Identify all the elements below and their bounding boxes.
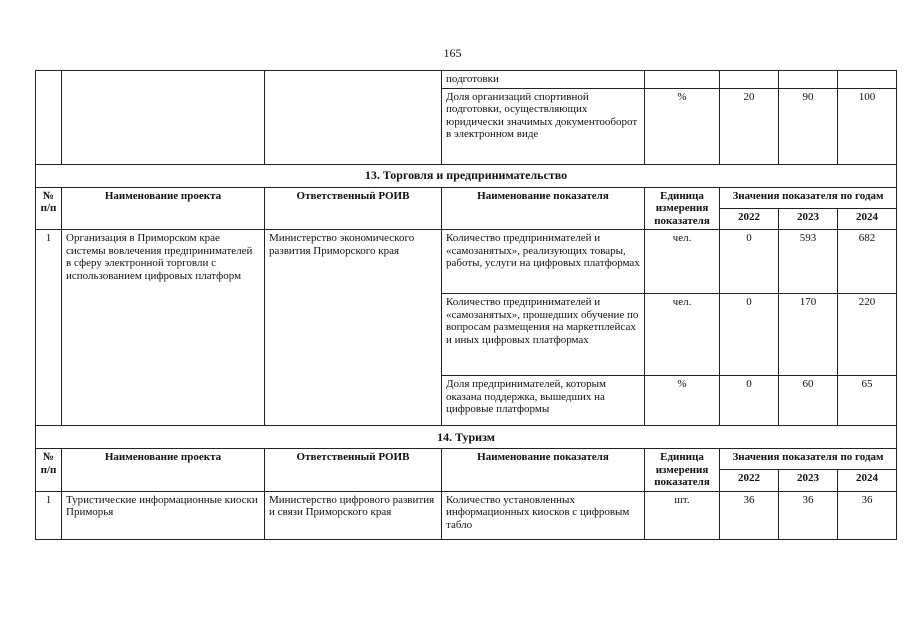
section-title: 14. Туризм bbox=[36, 426, 897, 449]
indicators-table bbox=[35, 70, 897, 540]
project-cell: Туристические информационные киоски Приморья bbox=[62, 491, 265, 539]
unit-cell: % bbox=[645, 376, 720, 426]
indicator-cell: Количество установленных информационных киосков с цифровым табло bbox=[442, 491, 645, 539]
year-2024-header: 2024 bbox=[838, 208, 897, 229]
col-values-header: Значения показателя по годам bbox=[720, 187, 897, 208]
header-row bbox=[36, 187, 897, 208]
value-2023: 90 bbox=[779, 88, 838, 164]
table-row bbox=[36, 71, 897, 89]
year-2022-header: 2022 bbox=[720, 470, 779, 491]
value-2022: 36 bbox=[720, 491, 779, 539]
roiv-cell: Министерство экономического развития Приморского края bbox=[265, 230, 442, 426]
col-indicator-header: Наименование показателя bbox=[442, 449, 645, 492]
year-2023-header: 2023 bbox=[779, 470, 838, 491]
indicator-cell: Количество предпринимателей и «самозанятых», реализующих товары, работы, услуги на цифровых платформах bbox=[442, 230, 645, 294]
value-2023: 60 bbox=[779, 376, 838, 426]
col-values-header: Значения показателя по годам bbox=[720, 449, 897, 470]
page-number: 165 bbox=[443, 46, 462, 60]
unit-cell: чел. bbox=[645, 294, 720, 376]
value-2023: 36 bbox=[779, 491, 838, 539]
col-roiv-header: Ответственный РОИВ bbox=[265, 449, 442, 492]
project-cell bbox=[62, 71, 265, 165]
indicator-cell: Доля предпринимателей, которым оказана поддержка, вышедших на цифровые платформы bbox=[442, 376, 645, 426]
section-title: 13. Торговля и предпринимательство bbox=[36, 164, 897, 187]
project-cell: Организация в Приморском крае системы вовлечения предпринимателей в сферу электронной торговли с использованием цифровых платформ bbox=[62, 230, 265, 426]
table-row bbox=[36, 230, 897, 294]
col-num-header: № п/п bbox=[36, 449, 62, 492]
value-2022: 0 bbox=[720, 294, 779, 376]
value-2024: 100 bbox=[838, 88, 897, 164]
value-2024: 36 bbox=[838, 491, 897, 539]
value-2023: 593 bbox=[779, 230, 838, 294]
unit-cell bbox=[645, 71, 720, 89]
unit-cell: % bbox=[645, 88, 720, 164]
col-unit-header: Единица измерения показателя bbox=[645, 187, 720, 230]
indicator-cell: Количество предпринимателей и «самозанятых», прошедших обучение по вопросам размещения на маркетплейсах и иных цифровых платформах bbox=[442, 294, 645, 376]
value-2022: 0 bbox=[720, 376, 779, 426]
num-cell: 1 bbox=[36, 230, 62, 426]
value-2024: 65 bbox=[838, 376, 897, 426]
year-2023-header: 2023 bbox=[779, 208, 838, 229]
value-2024: 682 bbox=[838, 230, 897, 294]
unit-cell: шт. bbox=[645, 491, 720, 539]
col-project-header: Наименование проекта bbox=[62, 449, 265, 492]
col-num-header: № п/п bbox=[36, 187, 62, 230]
value-2024 bbox=[838, 71, 897, 89]
unit-cell: чел. bbox=[645, 230, 720, 294]
value-2022: 0 bbox=[720, 230, 779, 294]
roiv-cell bbox=[265, 71, 442, 165]
value-2023: 170 bbox=[779, 294, 838, 376]
indicator-cell: подготовки bbox=[442, 71, 645, 89]
value-2024: 220 bbox=[838, 294, 897, 376]
year-2022-header: 2022 bbox=[720, 208, 779, 229]
col-roiv-header: Ответственный РОИВ bbox=[265, 187, 442, 230]
value-2023 bbox=[779, 71, 838, 89]
num-cell: 1 bbox=[36, 491, 62, 539]
value-2022 bbox=[720, 71, 779, 89]
col-unit-header: Единица измерения показателя bbox=[645, 449, 720, 492]
roiv-cell: Министерство цифрового развития и связи Приморского края bbox=[265, 491, 442, 539]
header-row bbox=[36, 449, 897, 470]
col-indicator-header: Наименование показателя bbox=[442, 187, 645, 230]
value-2022: 20 bbox=[720, 88, 779, 164]
indicator-cell: Доля организаций спортивной подготовки, осуществляющих юридически значимых документооборот в электронном виде bbox=[442, 88, 645, 164]
year-2024-header: 2024 bbox=[838, 470, 897, 491]
num-cell bbox=[36, 71, 62, 165]
col-project-header: Наименование проекта bbox=[62, 187, 265, 230]
table-row bbox=[36, 491, 897, 539]
